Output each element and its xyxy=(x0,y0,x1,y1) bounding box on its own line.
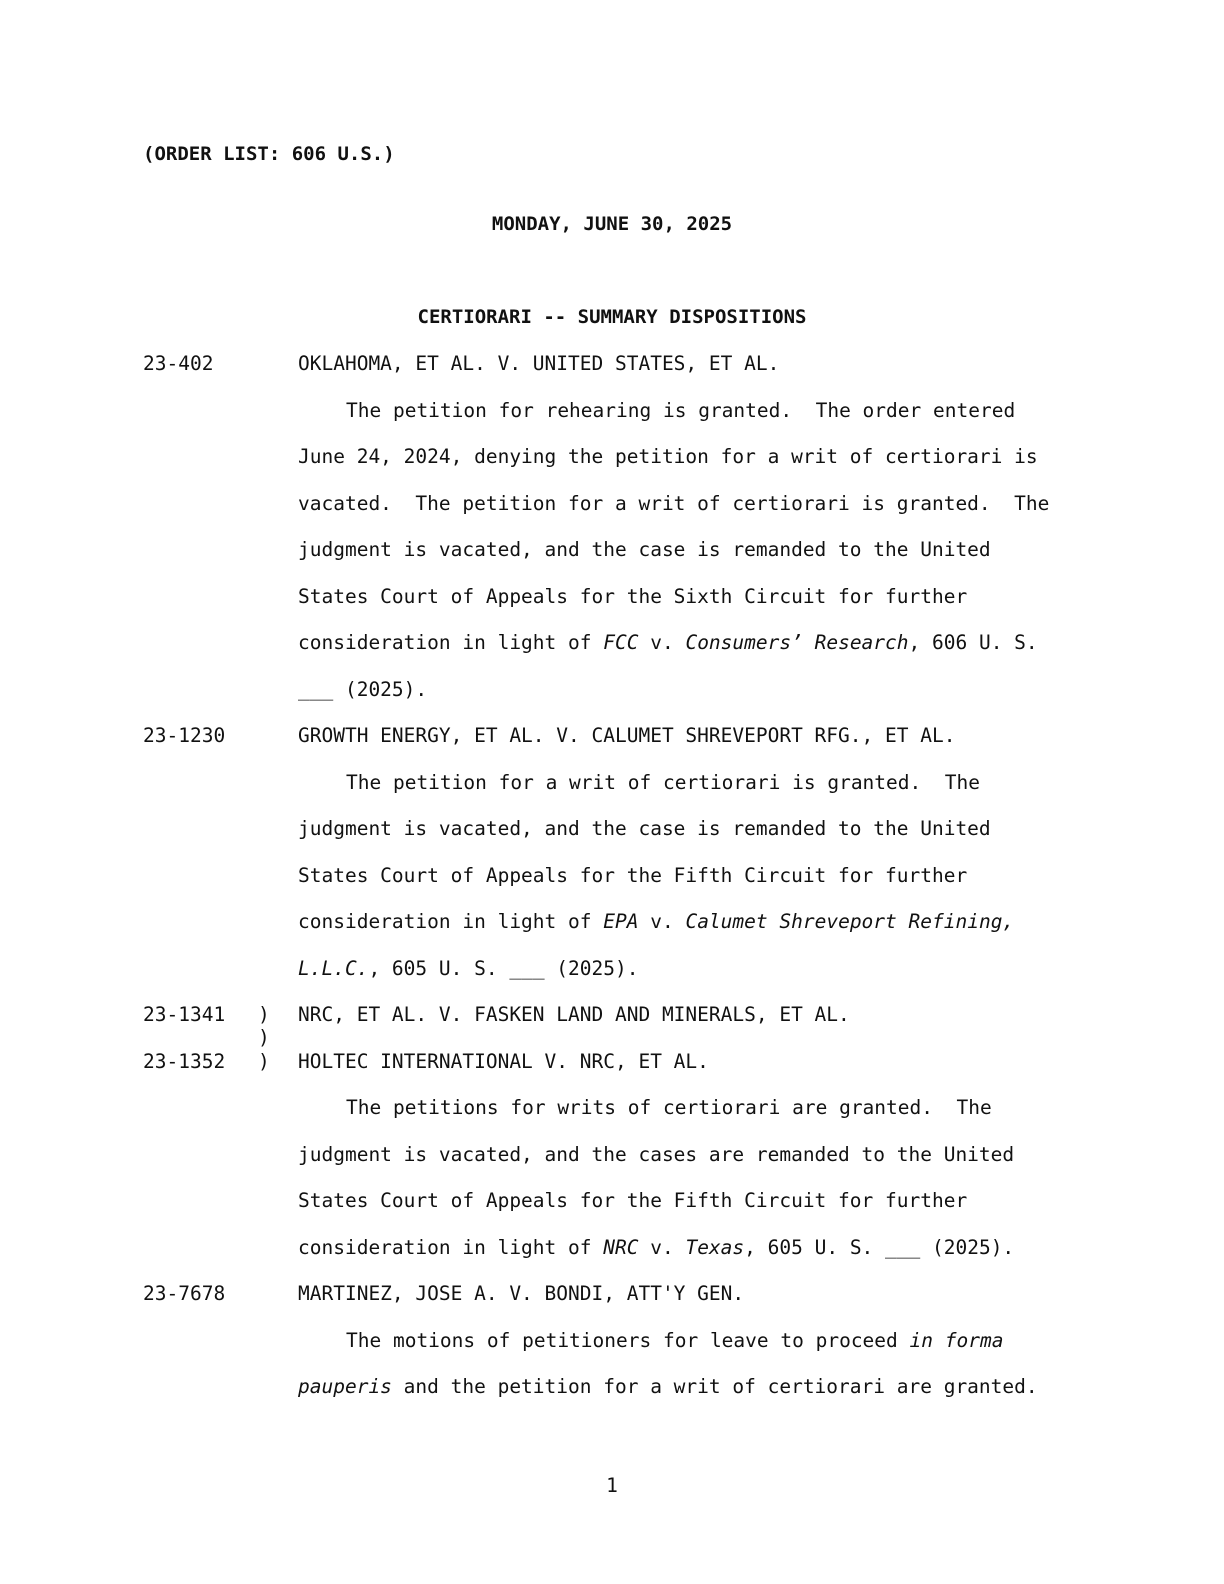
order-text: consideration in light of xyxy=(298,910,604,933)
docket-number: 23-402 xyxy=(143,352,214,375)
docket-number: 23-1352 xyxy=(143,1050,226,1073)
reporter-citation: , 605 U. S. ___ (2025). xyxy=(368,957,639,980)
docket-number: 23-7678 xyxy=(143,1282,226,1305)
versus: v. xyxy=(638,631,686,654)
latin-phrase: in forma xyxy=(909,1329,1004,1352)
case-citation: Texas xyxy=(685,1236,745,1259)
order-text-line xyxy=(346,1329,1003,1352)
case-citation: L.L.C. xyxy=(298,957,369,980)
versus: v. xyxy=(638,1236,686,1259)
case-citation: FCC xyxy=(603,631,639,654)
reporter-citation: , 605 U. S. ___ (2025). xyxy=(744,1236,1015,1259)
docket-number: 23-1230 xyxy=(143,724,226,747)
reporter-citation: , 606 U. S. xyxy=(908,631,1038,654)
order-text: The motions of petitioners for leave to proceed xyxy=(346,1329,910,1352)
order-text-line: June 24, 2024, denying the petition for a writ of certiorari is xyxy=(298,445,1038,468)
order-text: consideration in light of xyxy=(298,1236,604,1259)
consolidation-bracket: ) xyxy=(258,1003,270,1026)
case-title: OKLAHOMA, ET AL. V. UNITED STATES, ET AL. xyxy=(298,352,780,375)
order-date: MONDAY, JUNE 30, 2025 xyxy=(491,213,733,235)
docket-number: 23-1341 xyxy=(143,1003,226,1026)
versus: v. xyxy=(638,910,686,933)
order-text-line: The petition for a writ of certiorari is granted. The xyxy=(346,771,980,794)
order-list-heading: (ORDER LIST: 606 U.S.) xyxy=(143,143,395,165)
order-text-line: States Court of Appeals for the Fifth Circuit for further xyxy=(298,864,968,887)
case-citation: Consumers’ Research xyxy=(685,631,909,654)
case-title: GROWTH ENERGY, ET AL. V. CALUMET SHREVEPORT RFG., ET AL. xyxy=(298,724,956,747)
order-text-line: The petition for rehearing is granted. The order entered xyxy=(346,399,1016,422)
section-heading: CERTIORARI -- SUMMARY DISPOSITIONS xyxy=(417,306,807,328)
order-text-line xyxy=(298,1236,1014,1259)
case-citation: NRC xyxy=(603,1236,639,1259)
order-text-line: judgment is vacated, and the case is remanded to the United xyxy=(298,817,991,840)
consolidation-bracket: ) xyxy=(258,1026,270,1049)
order-text-line: judgment is vacated, and the cases are remanded to the United xyxy=(298,1143,1015,1166)
case-citation: EPA xyxy=(603,910,639,933)
consolidation-bracket: ) xyxy=(258,1050,270,1073)
order-text-line xyxy=(298,910,1014,933)
order-text-line: judgment is vacated, and the case is remanded to the United xyxy=(298,538,991,561)
case-title: MARTINEZ, JOSE A. V. BONDI, ATT'Y GEN. xyxy=(298,1282,745,1305)
order-text-line: vacated. The petition for a writ of certiorari is granted. The xyxy=(298,492,1050,515)
order-text-line: The petitions for writs of certiorari are granted. The xyxy=(346,1096,992,1119)
case-citation: Calumet Shreveport Refining, xyxy=(685,910,1015,933)
case-title: HOLTEC INTERNATIONAL V. NRC, ET AL. xyxy=(298,1050,709,1073)
case-title: NRC, ET AL. V. FASKEN LAND AND MINERALS, ET AL. xyxy=(298,1003,850,1026)
order-text-line xyxy=(298,1375,1038,1398)
order-text-line: States Court of Appeals for the Sixth Circuit for further xyxy=(298,585,968,608)
order-text-line xyxy=(298,631,1038,654)
page-number: 1 xyxy=(606,1474,618,1497)
order-text: consideration in light of xyxy=(298,631,604,654)
order-text-line xyxy=(298,957,638,980)
order-text: and the petition for a writ of certiorari are granted. xyxy=(391,1375,1038,1398)
order-text-line: States Court of Appeals for the Fifth Circuit for further xyxy=(298,1189,968,1212)
order-text-line: ___ (2025). xyxy=(298,678,428,701)
latin-phrase: pauperis xyxy=(298,1375,392,1398)
